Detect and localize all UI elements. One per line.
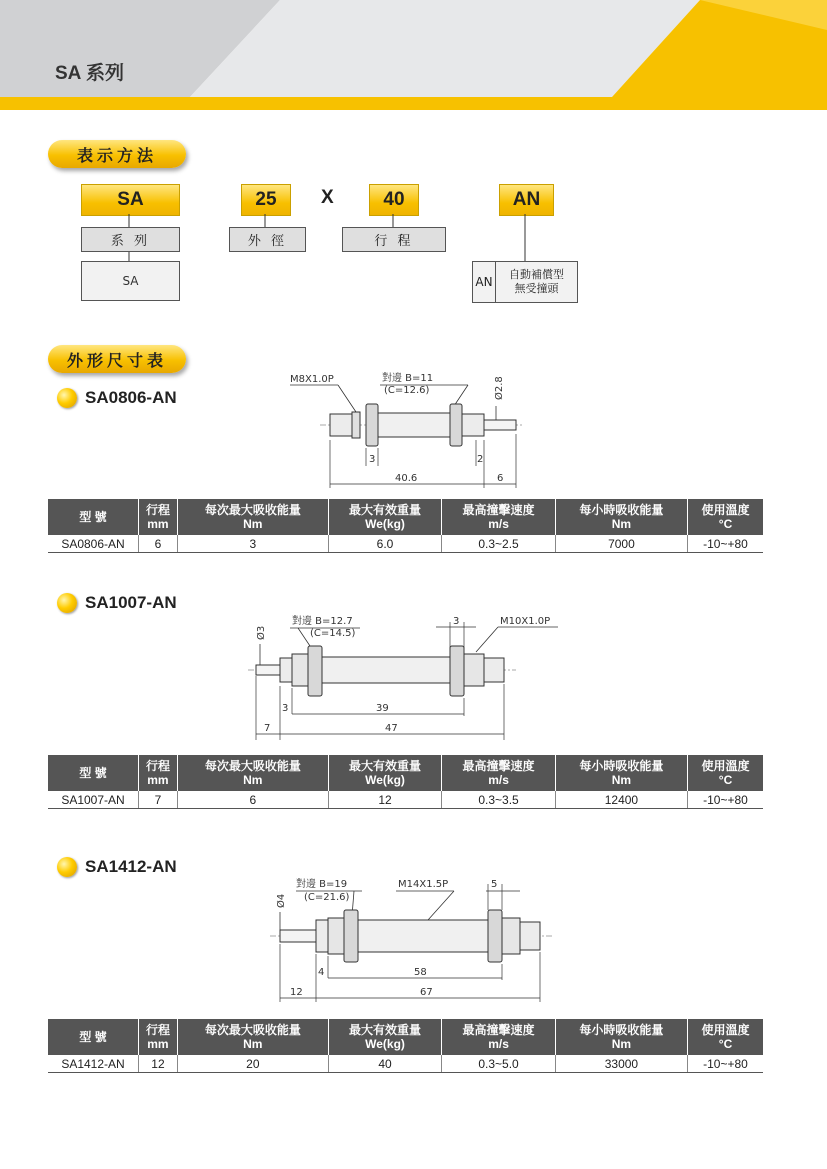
model-name: SA1412-AN [85, 857, 177, 876]
dim-length: 40.6 [395, 473, 418, 484]
times-sign: X [321, 187, 334, 208]
dim-body: 39 [376, 703, 389, 714]
spec-table-sa1412 [48, 1019, 763, 1073]
type-an-desc-line2: 無受撞頭 [514, 282, 559, 295]
dim-across: 對邊 B=12.7 [292, 616, 353, 627]
dim-top-width: 5 [491, 879, 498, 890]
spec-table-sa1007 [48, 755, 763, 809]
label-series: 系 列 [81, 227, 180, 252]
dim-top-width: 3 [453, 616, 460, 627]
dim-corner: (C=14.5) [310, 628, 356, 639]
dim-across: 對邊 B=19 [296, 879, 348, 890]
bullet-icon [57, 593, 77, 613]
dim-thread: M14X1.5P [398, 879, 449, 890]
table-row: SA1007-AN 7 6 12 0.3~3.5 12400 -10~+80 [48, 791, 763, 809]
model-title-sa0806 [57, 388, 177, 408]
table-row: SA1412-AN 12 20 40 0.3~5.0 33000 -10~+80 [48, 1055, 763, 1073]
model-name: SA1007-AN [85, 593, 177, 612]
col-hourly: 每小時吸收能量 Nm [555, 1019, 687, 1055]
col-mass: 最大有效重量 We(kg) [328, 755, 442, 791]
type-an-box [472, 261, 578, 303]
dim-body: 58 [414, 967, 427, 978]
dim-stroke: 7 [264, 723, 271, 734]
col-speed: 最高撞擊速度 m/s [442, 755, 556, 791]
model-title-sa1007 [57, 593, 177, 613]
type-an-desc-line1: 自動補償型 [509, 268, 564, 281]
dim-corner: (C=12.6) [384, 385, 430, 396]
col-hourly: 每小時吸收能量 Nm [555, 755, 687, 791]
col-energy: 每次最大吸收能量 Nm [177, 499, 328, 535]
code-series: SA [81, 184, 180, 216]
header-banner [0, 0, 827, 112]
type-an-code: AN [473, 262, 496, 302]
dim-nut-width: 3 [369, 454, 376, 465]
col-speed: 最高撞擊速度 m/s [442, 499, 556, 535]
code-type: AN [499, 184, 554, 216]
col-hourly: 每小時吸收能量 Nm [555, 499, 687, 535]
col-energy: 每次最大吸收能量 Nm [177, 1019, 328, 1055]
type-an-description [496, 262, 577, 302]
dim-end-width: 2 [477, 454, 484, 465]
model-title-sa1412 [57, 857, 177, 877]
col-temp: 使用溫度 °C [688, 499, 763, 535]
model-name: SA0806-AN [85, 388, 177, 407]
col-temp: 使用溫度 °C [688, 755, 763, 791]
drawing-sa1412 [262, 872, 562, 1007]
dim-length: 67 [420, 987, 433, 998]
page-title: SA 系列 [55, 63, 124, 84]
col-stroke: 行程 mm [139, 499, 178, 535]
drawing-sa0806 [290, 370, 530, 492]
col-mass: 最大有效重量 We(kg) [328, 1019, 442, 1055]
dim-thread: M8X1.0P [290, 374, 334, 385]
col-stroke: 行程 mm [139, 1019, 178, 1055]
drawing-sa1007 [240, 610, 580, 742]
col-model: 型 號 [48, 1019, 139, 1055]
designation-section-label: 表示方法 [48, 140, 186, 168]
col-speed: 最高撞擊速度 m/s [442, 1019, 556, 1055]
code-stroke: 40 [369, 184, 419, 216]
dim-thread: M10X1.0P [500, 616, 551, 627]
table-row: SA0806-AN 6 3 6.0 0.3~2.5 7000 -10~+80 [48, 535, 763, 553]
col-mass: 最大有效重量 We(kg) [328, 499, 442, 535]
code-bore: 25 [241, 184, 291, 216]
col-temp: 使用溫度 °C [688, 1019, 763, 1055]
dim-rod-dia: Ø4 [276, 893, 287, 908]
label-stroke: 行 程 [342, 227, 446, 252]
col-energy: 每次最大吸收能量 Nm [177, 755, 328, 791]
col-model: 型 號 [48, 499, 139, 535]
dim-corner: (C=21.6) [304, 892, 350, 903]
dim-rod-dia: Ø2.8 [494, 376, 505, 400]
dim-nut-width: 3 [282, 703, 289, 714]
dim-length: 47 [385, 723, 398, 734]
col-stroke: 行程 mm [139, 755, 178, 791]
dim-across: 對邊 B=11 [382, 373, 434, 384]
bullet-icon [57, 857, 77, 877]
col-model: 型 號 [48, 755, 139, 791]
label-bore: 外 徑 [229, 227, 306, 252]
bullet-icon [57, 388, 77, 408]
series-value: SA [81, 261, 180, 301]
dim-stroke: 12 [290, 987, 303, 998]
dimensions-section-label: 外形尺寸表 [48, 345, 186, 373]
dim-nut-width: 4 [318, 967, 325, 978]
spec-table-sa0806 [48, 499, 763, 553]
dim-rod-dia: Ø3 [256, 625, 267, 640]
dim-stroke: 6 [497, 473, 504, 484]
